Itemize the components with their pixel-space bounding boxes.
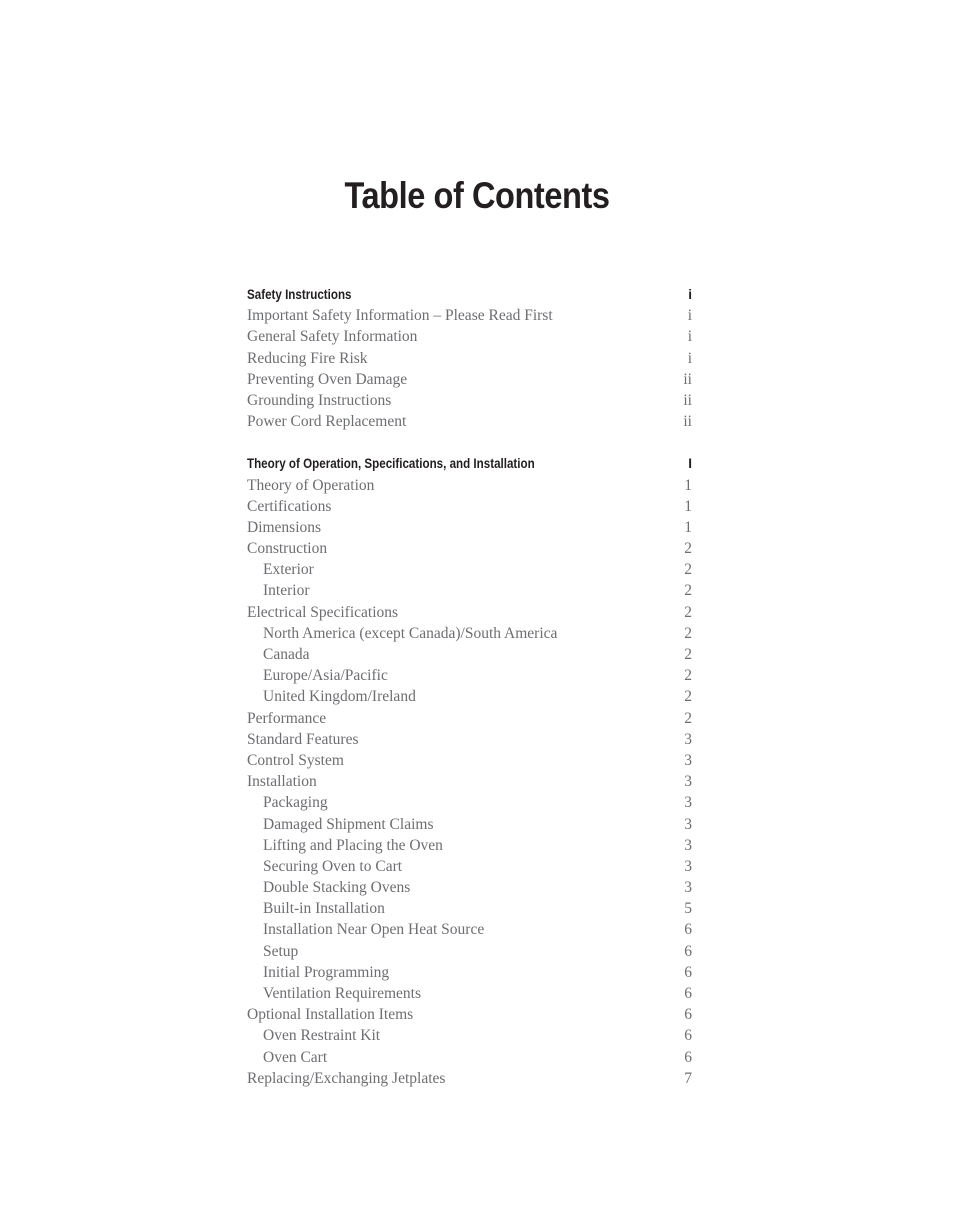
toc-page-number: 3: [684, 773, 692, 791]
toc-subentry[interactable]: [247, 962, 692, 983]
table-of-contents: [247, 284, 692, 1110]
toc-subentry[interactable]: [247, 686, 692, 707]
toc-entry-label: Canada: [263, 646, 310, 663]
toc-entry-label: Exterior: [263, 561, 314, 579]
toc-entry-label: Electrical Specifications: [247, 603, 399, 621]
toc-entry-label: Setup: [263, 942, 299, 960]
toc-section-heading[interactable]: [247, 453, 692, 474]
toc-entry[interactable]: [247, 475, 692, 496]
toc-entry-label: Oven Restraint Kit: [263, 1027, 381, 1045]
toc-page-number: 2: [684, 646, 692, 663]
toc-page-number: 1: [684, 497, 692, 515]
toc-page-number: ii: [683, 370, 692, 388]
toc-entry-label: Built-in Installation: [263, 900, 385, 918]
toc-entry-label: Grounding Instructions: [247, 391, 392, 409]
toc-page-number: 6: [684, 985, 692, 1002]
toc-entry[interactable]: [247, 369, 692, 390]
toc-page-number: 3: [684, 751, 692, 769]
toc-entry-label: Safety Instructions: [247, 287, 352, 302]
toc-entry[interactable]: [247, 1004, 692, 1025]
toc-entry-label: Theory of Operation, Specifications, and Installation: [247, 456, 535, 472]
toc-entry-label: Lifting and Placing the Oven: [263, 836, 443, 854]
toc-entry-label: Optional Installation Items: [247, 1006, 414, 1024]
toc-subentry[interactable]: [247, 644, 692, 665]
toc-entry-label: Power Cord Replacement: [247, 413, 407, 431]
toc-entry-label: Construction: [247, 540, 328, 558]
page-title: Table of Contents: [344, 175, 610, 216]
toc-page-number: i: [688, 287, 692, 302]
toc-entry-label: Control System: [247, 751, 344, 769]
toc-subentry[interactable]: [247, 919, 692, 940]
toc-page-number: 3: [684, 836, 692, 854]
toc-entry-label: Reducing Fire Risk: [247, 349, 368, 367]
toc-subentry[interactable]: [247, 1047, 692, 1068]
toc-entry-label: Packaging: [263, 794, 328, 812]
toc-page-number: 2: [684, 709, 692, 727]
toc-section: [247, 453, 692, 1089]
toc-page-number: 1: [684, 518, 692, 536]
toc-subentry[interactable]: [247, 1025, 692, 1046]
toc-page-number: 2: [684, 688, 692, 706]
toc-page-number: 6: [684, 921, 692, 939]
toc-entry-label: Securing Oven to Cart: [263, 857, 403, 875]
toc-page-number: 2: [684, 667, 692, 685]
toc-entry[interactable]: [247, 411, 692, 432]
toc-entry[interactable]: [247, 708, 692, 729]
toc-section: [247, 284, 692, 432]
toc-entry-label: Interior: [263, 582, 310, 600]
toc-entry-label: Oven Cart: [263, 1048, 328, 1066]
toc-subentry[interactable]: [247, 983, 692, 1004]
toc-page-number: 2: [684, 540, 692, 558]
toc-entry[interactable]: [247, 348, 692, 369]
toc-subentry[interactable]: [247, 814, 692, 835]
toc-entry-label: Europe/Asia/Pacific: [263, 667, 388, 685]
toc-subentry[interactable]: [247, 792, 692, 813]
toc-entry[interactable]: [247, 729, 692, 750]
toc-page-number: 6: [684, 1048, 692, 1066]
toc-subentry[interactable]: [247, 856, 692, 877]
toc-page-number: 6: [684, 1006, 692, 1024]
toc-page-number: 2: [684, 603, 692, 621]
toc-page-number: i: [687, 349, 692, 367]
toc-page-number: 1: [684, 476, 692, 494]
toc-page-number: 7: [684, 1069, 692, 1087]
toc-page-number: i: [687, 307, 692, 325]
toc-entry-label: Damaged Shipment Claims: [263, 815, 434, 833]
toc-page-number: 2: [684, 582, 692, 600]
toc-page-number: 3: [684, 794, 692, 812]
toc-entry-label: Double Stacking Ovens: [263, 879, 411, 897]
toc-entry-label: Important Safety Information – Please Read First: [247, 307, 553, 325]
toc-subentry[interactable]: [247, 835, 692, 856]
toc-subentry[interactable]: [247, 877, 692, 898]
toc-entry[interactable]: [247, 602, 692, 623]
toc-subentry[interactable]: [247, 580, 692, 601]
toc-entry[interactable]: [247, 390, 692, 411]
toc-page-number: 5: [684, 900, 692, 918]
toc-subentry[interactable]: [247, 941, 692, 962]
toc-entry[interactable]: [247, 305, 692, 326]
toc-entry[interactable]: [247, 538, 692, 559]
toc-subentry[interactable]: [247, 898, 692, 919]
toc-entry-label: Certifications: [247, 497, 332, 515]
toc-page-number: i: [687, 328, 692, 346]
toc-page-number: 3: [684, 879, 692, 897]
toc-entry-label: Dimensions: [247, 518, 322, 536]
toc-entry[interactable]: [247, 771, 692, 792]
toc-page-number: 6: [684, 1027, 692, 1045]
toc-subentry[interactable]: [247, 665, 692, 686]
toc-entry-label: Installation Near Open Heat Source: [263, 921, 485, 939]
toc-entry-label: General Safety Information: [247, 328, 418, 346]
toc-entry[interactable]: [247, 1068, 692, 1089]
toc-entry-label: North America (except Canada)/South America: [263, 624, 558, 642]
toc-page-number: 6: [684, 963, 692, 981]
toc-entry-label: Theory of Operation: [247, 476, 375, 494]
toc-entry-label: Replacing/Exchanging Jetplates: [247, 1069, 446, 1087]
toc-page-number: 6: [684, 942, 692, 960]
toc-entry-label: Preventing Oven Damage: [247, 370, 408, 388]
toc-entry-label: Installation: [247, 773, 317, 791]
toc-page-number: 3: [684, 730, 692, 748]
toc-entry-label: United Kingdom/Ireland: [263, 688, 416, 706]
toc-section-heading[interactable]: [247, 284, 692, 305]
toc-entry[interactable]: [247, 517, 692, 538]
toc-page-number: 2: [684, 624, 692, 642]
toc-page-number: I: [688, 456, 692, 472]
toc-entry-label: Standard Features: [247, 730, 359, 748]
toc-entry-label: Performance: [247, 709, 327, 727]
toc-subentry[interactable]: [247, 559, 692, 580]
toc-entry-label: Initial Programming: [263, 963, 390, 981]
toc-page-number: ii: [683, 391, 692, 409]
toc-page-number: ii: [683, 413, 692, 431]
toc-page-number: 3: [684, 857, 692, 875]
toc-entry[interactable]: [247, 326, 692, 347]
toc-entry[interactable]: [247, 750, 692, 771]
toc-entry[interactable]: [247, 496, 692, 517]
toc-entry-label: Ventilation Requirements: [263, 985, 421, 1002]
toc-subentry[interactable]: [247, 623, 692, 644]
toc-page-number: 2: [684, 561, 692, 579]
toc-page-number: 3: [684, 815, 692, 833]
